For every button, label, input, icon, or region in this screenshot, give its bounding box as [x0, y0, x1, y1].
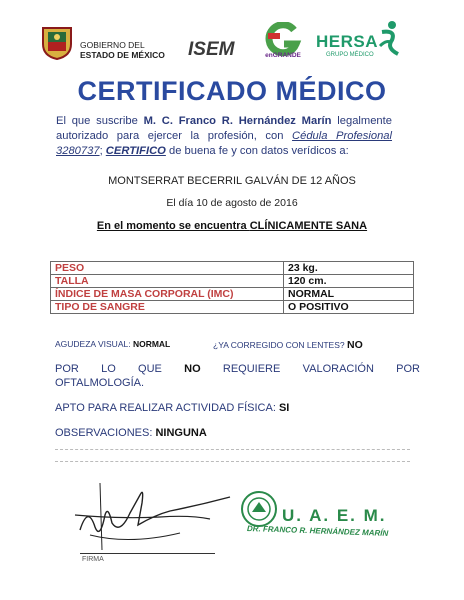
uaem-stamp-title: U. A. E. M.	[282, 506, 387, 525]
uaem-seal-icon	[240, 490, 278, 528]
dashed-divider	[55, 449, 410, 450]
table-row	[51, 262, 414, 275]
oft-word: QUE	[138, 363, 162, 375]
obs-label: OBSERVACIONES:	[55, 427, 156, 439]
license-number: Cédula Profesional 3280737	[56, 130, 393, 157]
vital-label: ÍNDICE DE MASA CORPORAL (IMC)	[51, 288, 284, 301]
table-row	[51, 301, 414, 314]
oft-word: LO	[101, 363, 116, 375]
oft-word: VALORACIÓN	[302, 363, 374, 375]
ophthalmology-line	[55, 363, 420, 375]
vital-value: 120 cm.	[284, 275, 414, 288]
vital-value: 23 kg.	[284, 262, 414, 275]
header	[0, 0, 464, 78]
engrande-text: enGRANDE	[265, 52, 301, 59]
ophthalmology-line-2: OFTALMOLOGÍA.	[55, 377, 145, 389]
hersa-logo-text: HERSA	[316, 32, 379, 51]
visual-value: NORMAL	[132, 339, 171, 349]
apto-label: APTO PARA REALIZAR ACTIVIDAD FÍSICA:	[55, 402, 279, 414]
lenses-question-group	[213, 339, 363, 351]
visual-acuity-line	[55, 339, 435, 349]
gov-line2: ESTADO DE MÉXICO	[80, 50, 165, 60]
intro-text-1: El que suscribe	[56, 115, 144, 127]
table-row	[51, 288, 414, 301]
signature-line	[80, 553, 215, 554]
lenses-question: ¿YA CORREGIDO CON LENTES?	[213, 340, 347, 350]
hersa-subtitle: GRUPO MÉDICO	[326, 52, 374, 58]
vital-value: O POSITIVO	[284, 301, 414, 314]
intro-text-4: de buena fe y con datos verídicos a:	[165, 145, 349, 157]
vital-label: TALLA	[51, 275, 284, 288]
oft-word: POR	[396, 363, 420, 375]
physical-activity-line	[55, 402, 289, 414]
vitals-table	[50, 261, 414, 314]
oft-no: NO	[184, 363, 201, 375]
intro-text-2: legalmente autorizado para ejercer la profesión, con	[56, 115, 392, 142]
observations-line	[55, 427, 207, 439]
vital-value: NORMAL	[284, 288, 414, 301]
oft-word: REQUIERE	[222, 363, 281, 375]
intro-text-3: ;	[99, 145, 106, 157]
status-prefix: En el momento se encuentra	[96, 220, 250, 232]
obs-value: NINGUNA	[155, 427, 207, 439]
dashed-divider	[55, 461, 410, 462]
visual-label: AGUDEZA VISUAL:	[55, 339, 133, 349]
table-row	[51, 275, 414, 288]
certifico-word: CERTIFICO	[105, 145, 166, 157]
health-status	[0, 220, 464, 232]
oft-word: POR	[55, 363, 79, 375]
doctor-name: M. C. Franco R. Hernández Marín	[143, 115, 332, 127]
status-value: CLÍNICAMENTE SANA	[249, 220, 368, 232]
isem-logo-icon	[186, 38, 248, 58]
doctor-stamp-name: DR. FRANCO R. HERNÁNDEZ MARÍN	[246, 524, 389, 538]
exam-date: El día 10 de agosto de 2016	[166, 197, 298, 209]
edomex-wordmark	[80, 40, 165, 60]
gov-line1: GOBIERNO DEL	[80, 40, 145, 50]
intro-paragraph	[56, 114, 392, 159]
lenses-value: NO	[346, 339, 363, 351]
vital-label: PESO	[51, 262, 284, 275]
document-title: CERTIFICADO MÉDICO	[77, 76, 387, 106]
signature-label: FIRMA	[82, 556, 104, 563]
edomex-seal-icon	[40, 24, 74, 60]
svg-text:ISEM: ISEM	[188, 39, 235, 58]
patient-name: MONTSERRAT BECERRIL GALVÁN DE 12 AÑOS	[108, 175, 356, 187]
signature-scribble	[60, 475, 240, 555]
vital-label: TIPO DE SANGRE	[51, 301, 284, 314]
apto-value: SI	[278, 402, 290, 414]
hersa-figure-icon	[376, 20, 402, 56]
